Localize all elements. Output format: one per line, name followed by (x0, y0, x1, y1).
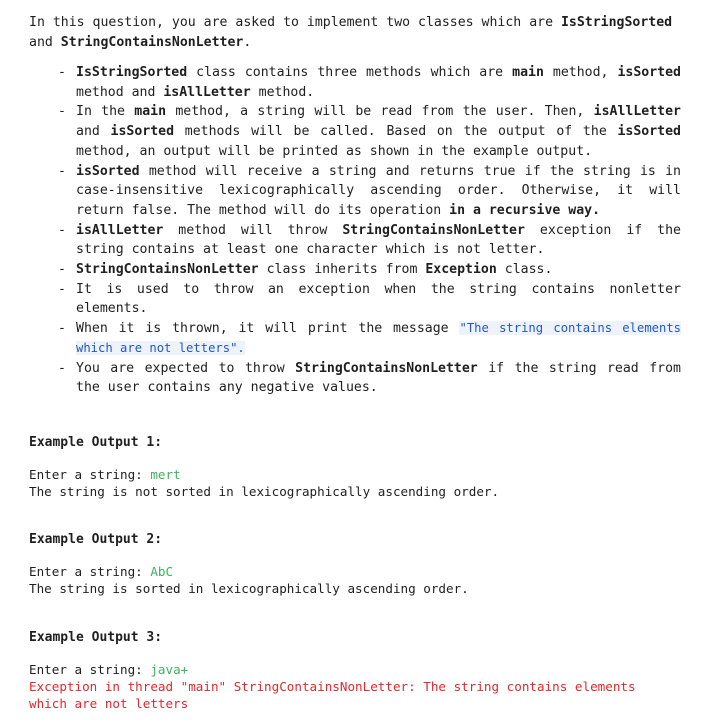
user-input: AbC (150, 564, 174, 579)
exception-message: "The string contains elements which are not letters". (76, 321, 682, 355)
example-title: Example Output 1: (29, 435, 163, 450)
intro-text: In this question, you are asked to implement two classes which are (29, 15, 561, 30)
requirements-list (29, 63, 681, 398)
class-name-stringcontainsnonletter: StringContainsNonLetter (60, 35, 244, 50)
console-output: Enter a string: AbC The string is sorted in lexicographically ascending order. (29, 564, 469, 596)
list-item: - In the main method, a string will be read from the user. Then, isAllLetter and isSorted methods will be called. Based on the output of the isSorted method, an output will be printed as shown in the example output. (29, 102, 681, 161)
user-input: mert (150, 467, 181, 482)
example-title: Example Output 2: (29, 532, 163, 547)
list-item: - StringContainsNonLetter class inherits from Exception class. (29, 260, 681, 280)
question-text (29, 13, 681, 398)
user-input: java+ (150, 662, 189, 677)
list-item: - IsStringSorted class contains three methods which are main method, isSorted method and isAllLetter method. (29, 63, 681, 102)
intro-text: and (29, 35, 61, 50)
example-output-2 (29, 530, 689, 597)
console-output: Enter a string: java+ Exception in thread "main" StringContainsNonLetter: The string contains elements which are not letters (29, 662, 636, 711)
intro-paragraph: In this question, you are asked to implement two classes which are IsStringSorted and StringContainsNonLetter. (29, 15, 673, 50)
example-output-1 (29, 433, 689, 500)
list-item: - It is used to throw an exception when the string contains nonletter elements. (29, 280, 681, 319)
console-output: Enter a string: mert The string is not sorted in lexicographically ascending order. (29, 467, 500, 499)
example-output-3 (29, 628, 689, 712)
list-item: - You are expected to throw StringContainsNonLetter if the string read from the user contains any negative values. (29, 359, 681, 398)
list-item: - When it is thrown, it will print the message "The string contains elements which are not letters". (29, 319, 681, 358)
example-title: Example Output 3: (29, 630, 163, 645)
list-item: - isAllLetter method will throw StringContainsNonLetter exception if the string contains at least one character which is not letter. (29, 221, 681, 260)
exception-output: Exception in thread "main" StringContainsNonLetter: The string contains elements which are not letters (29, 679, 636, 711)
class-name-isstringsorted: IsStringSorted (560, 15, 673, 30)
list-item: - isSorted method will receive a string and returns true if the string is in case-insensitive lexicographically ascending order. Otherwise, it will return false. The method will do its operation in a recursive way. (29, 162, 681, 221)
